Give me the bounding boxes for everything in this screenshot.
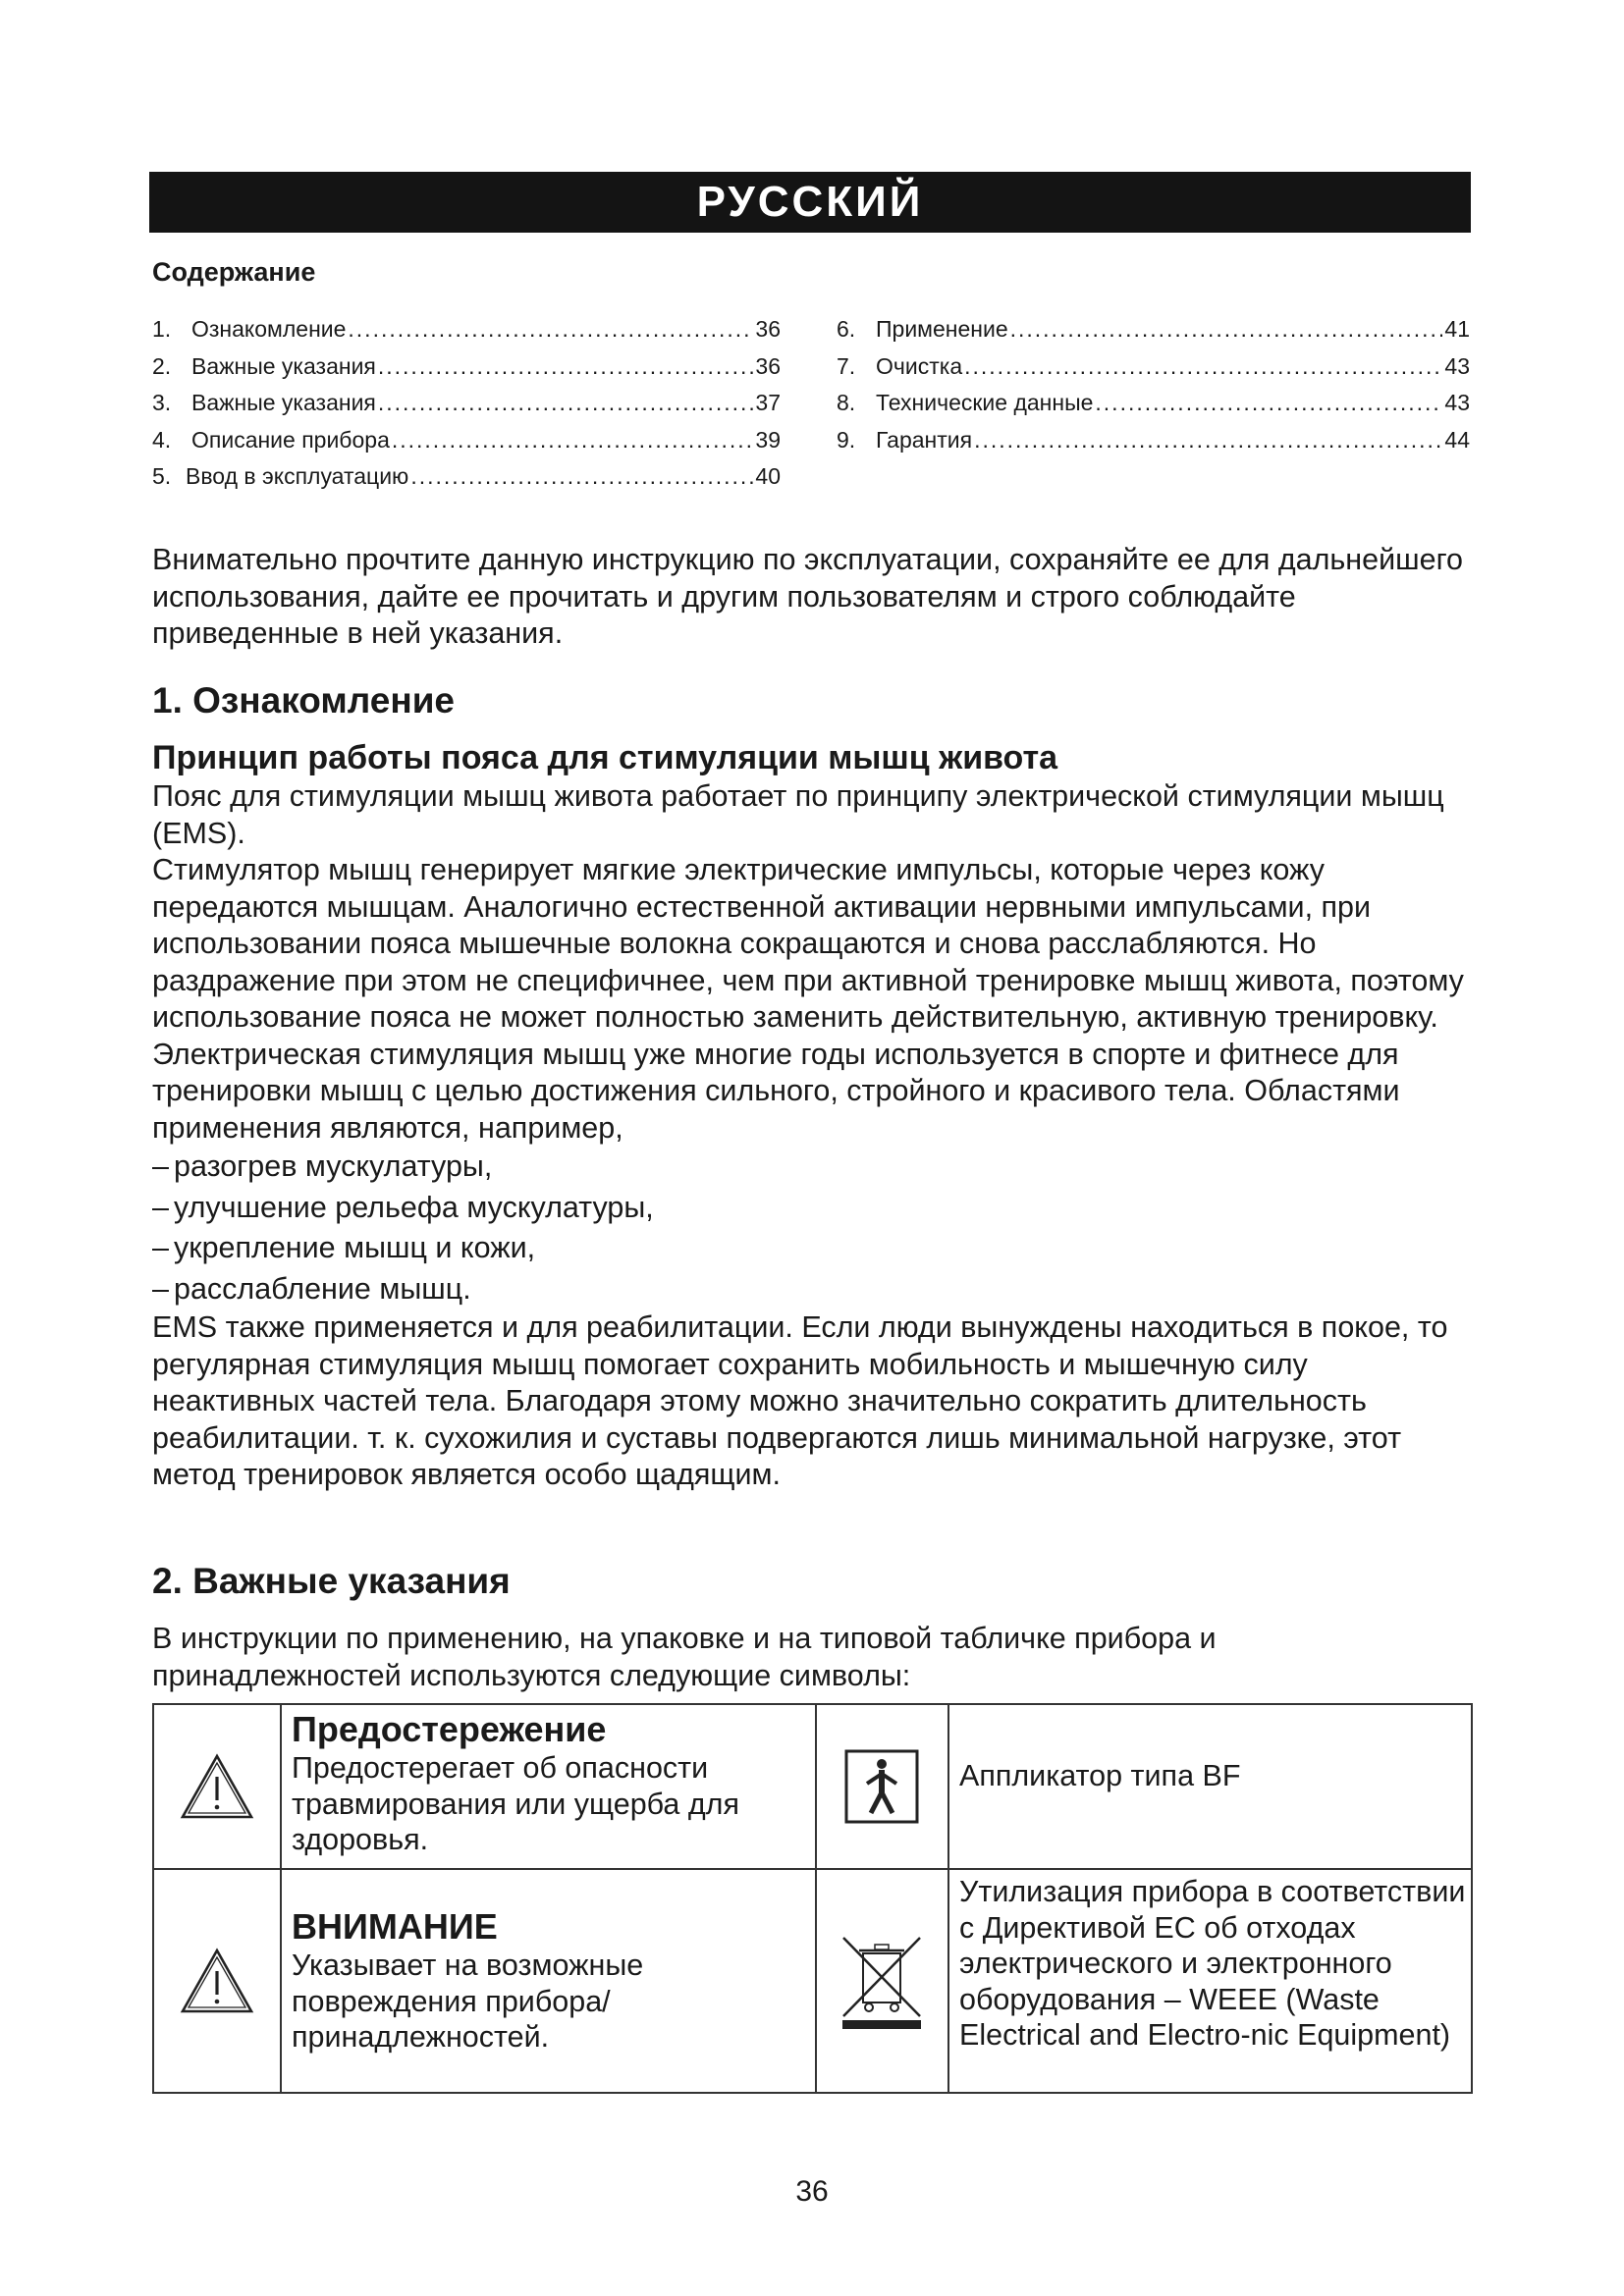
toc-entry-page: 39 [755, 426, 781, 453]
toc-entry-number: 1. [152, 316, 172, 342]
bf-icon-cell [815, 1705, 947, 1868]
language-banner: РУССКИЙ [149, 172, 1471, 233]
toc-leader-dots [348, 316, 753, 343]
caution-text-cell [292, 1906, 807, 2056]
toc-entry [152, 390, 781, 427]
warning-triangle-icon [180, 1948, 254, 2014]
toc-entry-title: Применение [876, 316, 1008, 342]
toc-entry-page: 44 [1444, 426, 1470, 453]
intro-paragraph: Внимательно прочтите данную инструкцию по эксплуатации, сохраняйте ее для дальнейшего использования, дайте ее прочитать и другим пользователям и строго соблюдайте приведенные в ней указания. [152, 543, 1463, 650]
toc-entry-title: Важные указания [191, 390, 376, 415]
toc-entry-number: 6. [837, 316, 856, 342]
toc-leader-dots [1010, 316, 1443, 343]
list-dash: – [152, 1190, 169, 1224]
toc-entry [837, 390, 1470, 427]
toc-entry-number: 5. [152, 463, 172, 489]
warning-icon-cell [154, 1705, 280, 1868]
toc-leader-dots [392, 427, 754, 454]
caution-icon-cell [154, 1868, 280, 2094]
list-item [152, 1188, 1473, 1229]
toc-entry [152, 463, 781, 501]
toc-leader-dots [974, 427, 1442, 454]
toc-entry [837, 316, 1470, 353]
list-dash: – [152, 1149, 169, 1183]
section-1-body [152, 778, 1473, 1494]
toc-entry-number: 9. [837, 426, 856, 453]
toc-entry-page: 36 [755, 352, 781, 379]
toc-entry-page: 43 [1444, 390, 1470, 415]
toc-right-column [837, 316, 1470, 463]
toc-leader-dots [410, 463, 753, 490]
table-divider [154, 1868, 1471, 1870]
body-paragraph: Электрическая стимуляция мышц уже многие годы используется в спорте и фитнесе для тренировки мышц с целью достижения сильного, стройного и красивого тела. Областями применения являются, например, [152, 1037, 1400, 1145]
warning-description: Предостерегает об опасности травмирования или ущерба для здоровья. [292, 1751, 739, 1856]
toc-entry-title: Очистка [876, 352, 963, 379]
list-item-text: расслабление мышц. [174, 1271, 471, 1306]
toc-entry [152, 353, 781, 391]
list-item-text: укрепление мышц и кожи, [174, 1231, 536, 1264]
toc-entry-page: 36 [755, 316, 781, 342]
toc-entry-title: Важные указания [191, 352, 376, 379]
toc-entry-title: Ввод в эксплуатацию [186, 463, 409, 489]
toc-left-column [152, 316, 781, 501]
warning-text-cell [292, 1709, 807, 1858]
section-1-heading: 1. Ознакомление [152, 680, 456, 721]
toc-entry-number: 4. [152, 426, 172, 453]
warning-triangle-icon [180, 1753, 254, 1820]
weee-text-cell [959, 1874, 1470, 2054]
toc-entry-page: 37 [755, 390, 781, 415]
weee-description: Утилизация прибора в соответствии с Директивой ЕС об отходах электрического и электронного оборудования – WEEE (Waste Electrical and Electro-nic Equipment) [959, 1875, 1466, 2052]
toc-entry-number: 8. [837, 390, 856, 415]
caution-description: Указывает на возможные повреждения прибора/ принадлежностей. [292, 1949, 644, 2054]
weee-icon-cell [815, 1868, 947, 2094]
toc-heading: Содержание [152, 257, 316, 287]
toc-entry-page: 41 [1444, 316, 1470, 342]
list-item [152, 1228, 1473, 1269]
toc-entry-title: Гарантия [876, 426, 973, 453]
toc-leader-dots [378, 353, 754, 380]
toc-entry [152, 427, 781, 464]
toc-entry-page: 40 [755, 463, 781, 489]
toc-entry [837, 353, 1470, 391]
section-2-intro: В инструкции по применению, на упаковке и на типовой табличке прибора и принадлежностей используются следующие символы: [152, 1622, 1217, 1692]
toc-entry-title: Ознакомление [191, 316, 347, 342]
body-paragraph: Пояс для стимуляции мышц живота работает по принципу электрической стимуляции мышц (EMS). [152, 779, 1444, 850]
type-bf-applicator-icon [843, 1748, 920, 1825]
page-number: 36 [795, 2175, 829, 2208]
toc-entry-number: 3. [152, 390, 172, 415]
list-dash: – [152, 1231, 169, 1264]
toc-leader-dots [1095, 390, 1442, 416]
toc-leader-dots [964, 353, 1442, 380]
section-2-heading: 2. Важные указания [152, 1561, 511, 1601]
bf-text-cell [959, 1758, 1470, 1794]
toc-entry-title: Описание прибора [191, 426, 390, 453]
toc-entry [837, 427, 1470, 464]
bf-description: Аппликатор типа BF [959, 1759, 1241, 1792]
symbols-table [152, 1703, 1473, 2094]
list-item [152, 1269, 1473, 1310]
list-item-text: улучшение рельефа мускулатуры, [174, 1190, 654, 1224]
list-item-text: разогрев мускулатуры, [174, 1149, 493, 1183]
toc-entry-page: 43 [1444, 352, 1470, 379]
toc-leader-dots [378, 390, 754, 416]
toc-entry [152, 316, 781, 353]
weee-crossed-bin-icon [839, 1932, 924, 2030]
list-dash: – [152, 1271, 169, 1306]
table-divider [280, 1705, 282, 2092]
toc-entry-title: Технические данные [876, 390, 1094, 415]
table-divider [947, 1705, 949, 2092]
caution-title: ВНИМАНИЕ [292, 1906, 498, 1947]
body-paragraph: Стимулятор мышц генерирует мягкие электрические импульсы, которые через кожу передаются мышцам. Аналогично естественной активации нервными импульсами, при использовании пояса мышечные волокна сокращаются и снова расслабляются. Но раздражение при этом не специфичнее, чем при активной тренировке мышц живота, поэтому использование пояса не может полностью заменить действительную, активную тренировку. [152, 853, 1464, 1034]
body-paragraph: EMS также применяется и для реабилитации. Если люди вынуждены находиться в покое, то регулярная стимуляция мышц помогает сохранить мобильность и мышечную силу неактивных частей тела. Благодаря этому можно значительно сократить длительность реабилитации. т. к. сухожилия и суставы подвергаются лишь минимальной нагрузке, этот метод тренировок является особо щадящим. [152, 1310, 1448, 1491]
toc-entry-number: 7. [837, 352, 856, 379]
list-item [152, 1147, 1473, 1188]
warning-title: Предостережение [292, 1709, 607, 1749]
section-1-subheading: Принцип работы пояса для стимуляции мышц живота [152, 739, 1058, 776]
toc-entry-number: 2. [152, 352, 172, 379]
application-list [152, 1147, 1473, 1309]
